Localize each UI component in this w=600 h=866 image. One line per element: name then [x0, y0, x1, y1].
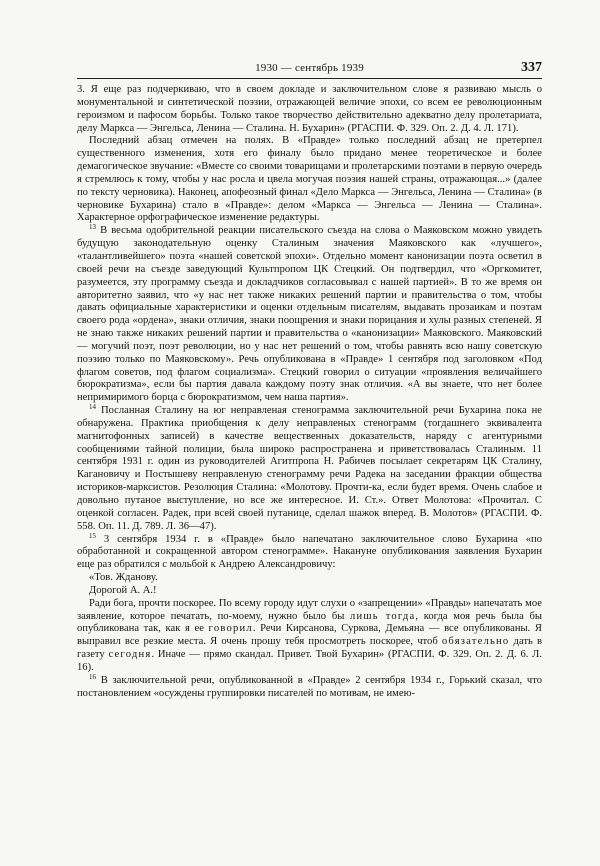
body-text [77, 84, 542, 701]
text-run: В заключительной речи, опубликованной в «Правде» 2 сентября 1934 г., Горький сказал, что постановлением «осуждены группировки писателей по мотивам, не имею- [77, 674, 542, 699]
text-run: Последний абзац отмечен на полях. В «Правде» только последний абзац не претерпел существенного изменения, хотя его финалу было придано менее теоретическое и более демагогическое звучание: «Вместе со своими товарищами и пролетарскими поэтами в первую очередь я стремлюсь к тому, чтобы у нас росла и цвела могучая поэзия нашей страны, отражающая...» (далее по тексту черновика). Наконец, апофеозный финал «Дело Маркса — Энгельса, Ленина — Сталина» (в черновике Бухарина) стало в «Правде»: делом «Маркса — Энгельса — Ленина — Сталина». Характерное орфографическое изменение редактуры. [77, 135, 542, 224]
running-title: 1930 — сентябрь 1939 [255, 62, 364, 74]
letter-salutation [77, 585, 542, 598]
text-run: Ради бога, прочти поскорее. По всему городу идут слухи о «запрещении» «Правды» напечатать мое заявление, которое печатать, по-моему, нужно было бы [77, 597, 542, 622]
text-run: Посланная Сталину на юг неправленая стенограмма заключительной речи Бухарина пока не обнаружена. Практика приобщения к делу неправленых стенограмм (тогдашнего эквивалента магнитофонных записей) в качестве вещественных доказательств, наряду с агентурными сообщениями тайной полиции, была широко распространена и приветствовалась Сталиным. 11 сентября 1931 г. один из руководителей Агитпропа Н. Рабичев посылает секретарям ЦК Сталину, Кагановичу и Постышеву неправленую стенограмму речи Радека на заседании фракции общества историков-марксистов. Резолюция Сталина: «Молотову. Прочти-ка, если будет время. Очень слабое и довольно путаное выступление, но все же интересное. И. Ст.». Ответ Молотова: «Прочитал. С оценкой согласен. Радек, при всей своей путанице, сделал шажок вперед. В. Молотов» (РГАСПИ. Ф. 558. Оп. 11. Д. 789. Л. 36—47). [77, 405, 542, 532]
text-run: 3. Я еще раз подчеркиваю, что в своем докладе и заключительном слове я развиваю мысль о монументальной и синтетической поэзии, отражающей величие эпохи, со всем ее революционным героизмом и пафосом борьбы. Только такое творчество действительно адекватно делу пролетариата, делу Маркса — Энгельса, Ленина — Сталина. Н. Бухарин» (РГАСПИ. Ф. 329. Оп. 2. Д. 4. Л. 171). [77, 84, 542, 134]
footnote-marker: 16 [89, 672, 96, 681]
footnote-marker: 13 [89, 223, 96, 232]
text-run: дать в газету [77, 636, 542, 661]
page-header [77, 62, 542, 79]
text-run: . Иначе — прямо скандал. Привет. Твой Бухарин» (РГАСПИ. Ф. 329. Оп. 2. Д. 6. Л. 16). [77, 649, 542, 673]
footnote-15 [77, 531, 542, 573]
spaced-emphasis: сегодня [108, 649, 152, 661]
text-run: Дорогой А. А.! [89, 584, 157, 596]
text-run: , когда моя речь была бы опубликована так, как я ее [77, 610, 542, 635]
page-number: 337 [521, 60, 542, 75]
paragraph [77, 135, 542, 225]
footnote-16 [77, 672, 542, 701]
spaced-emphasis: обязательно [441, 636, 510, 648]
spaced-emphasis: говорил [208, 623, 253, 635]
letter-address [77, 572, 542, 585]
spaced-emphasis: лишь тогда [350, 610, 416, 622]
footnote-marker: 15 [89, 531, 96, 540]
footnote-14 [77, 405, 542, 533]
text-run: В весьма одобрительной реакции писательского съезда на слова о Маяковском можно увидеть будущую законодательную оценку Сталиным значения Маяковского как «лучшего», «талантливейшего» поэта «нашей советской эпохи». Отдельно момент канонизации поэта осветил в своей речи на съезде заведующий Культпропом ЦК Стецкий. Он подтвердил, что «Оргкомитет, разумеется, эту программу съезда и докладчиков согласовывал с нашей партией». В то же время он авторитетно заявил, что «у нас нет также никаких решений партии и правительства о том, чтобы давать официальные характеристики и оценки отдельным писателям, выдавать прозаикам и поэтам своего рода «ордена», знаки отличия, знаки поощрения и знаки порицания и хулы разных степеней. Я не знаю также никаких решений партии и правительства о «канонизации» Маяковского. Маяковский — могучий поэт, поэт революции, но у нас нет решений о том, чтобы равнять всю нашу советскую поэзию только по Маяковскому». Речь опубликована в «Правде» 1 сентября под заголовком «Под флагом советов, под флагом социализма». Стецкий говорил о ситуации «проявления величайшего бюрократизма», если бы партия давала каждому поэту знак отличия. «А вы знаете, что нет более непримиримого борца с бюрократизмом, чем наша партия». [77, 225, 542, 404]
paragraph [77, 84, 542, 135]
letter-body [77, 598, 542, 675]
text-run: 3 сентября 1934 г. в «Правде» было напечатано заключительное слово Бухарина «по обработанной и сокращенной автором стенограмме». Накануне опубликования заявления Бухарин еще раз обратился с мольбой к Андрею Александровичу: [77, 533, 542, 571]
footnote-13 [77, 225, 542, 405]
footnote-marker: 14 [89, 403, 96, 412]
text-run: «Тов. Жданову. [89, 572, 158, 584]
text-run: . Речи Кирсанова, Суркова, Демьяна — все опубликованы. Я выправил все резкие места. Я очень прошу тебя просмотреть поскорее, чтоб [77, 623, 542, 648]
